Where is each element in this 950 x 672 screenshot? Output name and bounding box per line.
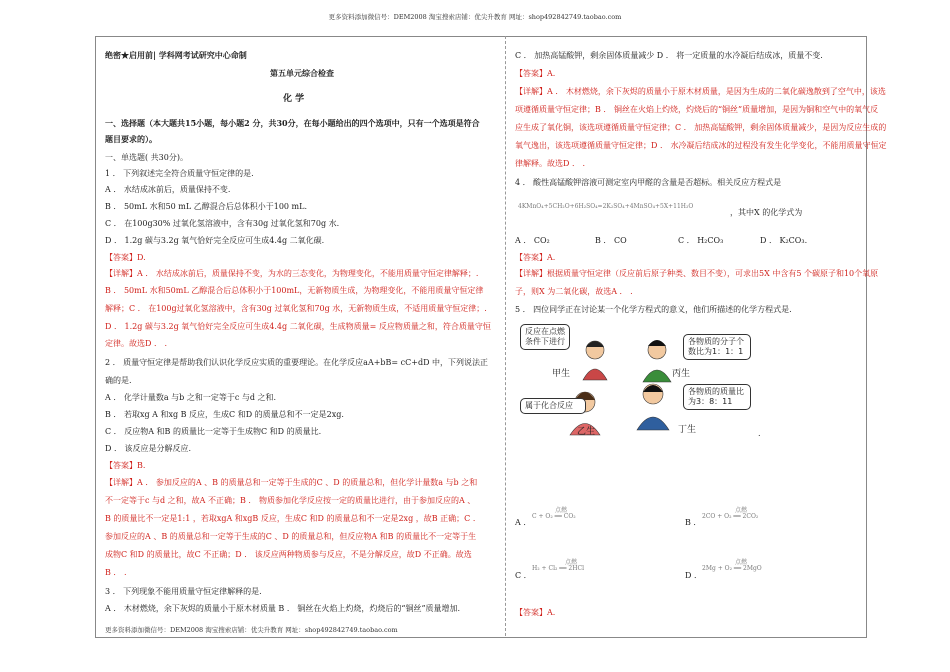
q3-explanation: 律解释。故选D ． . — [515, 159, 586, 168]
q4-explanation: 【详解】根据质量守恒定律（反应前后原子种类、数目不变），可求出5X 中含有5 个碳原子和10个氧原 — [515, 269, 879, 278]
q2-option-a: A ． 化学计量数a 与b 之和一定等于c 与d 之和. — [105, 393, 277, 402]
q5-stem: 5 ． 四位同学正在讨论某一个化学方程式的意义，他们所描述的化学方程式是. — [515, 305, 792, 314]
q2-option-c: C ． 反应物A 和B 的质量比一定等于生成物C 和D 的质量比. — [105, 427, 322, 436]
q2-answer: 【答案】B. — [105, 461, 146, 470]
q2-option-b: B ． 若取xg A 和xg B 反应，生成C 和D 的质量总和不一定是2xg. — [105, 410, 344, 419]
q4-option-c: C ． H₂CO₃ — [678, 236, 724, 245]
student-ding-label: 丁生 — [678, 425, 697, 435]
subject-title: 化 学 — [283, 94, 305, 104]
unit-title: 第五单元综合检查 — [270, 68, 334, 78]
q2-option-d: D ． 该反应是分解反应. — [105, 444, 192, 453]
section-heading: 一、选择题（本大题共15小题，每小题2 分，共30分，在每小题给出的四个选项中，只有一个选项是符合 — [105, 118, 480, 128]
q4-equation-tail: ，其中X 的化学式为 — [730, 208, 803, 217]
q1-explanation: 【详解】A ． 水结成冰前后，质量保持不变，为水的三态变化，为物理变化，不能用质量守恒定律解释；. — [105, 269, 479, 278]
q5-answer: 【答案】A. — [515, 608, 556, 617]
column-divider — [505, 36, 506, 636]
q2-explanation: 参加反应的A 、B 的质量总和一定等于生成的C 、D 的质量总和，但反应物A 和B 的质量比不一定等于生 — [105, 532, 477, 541]
student-jia-label: 甲生 — [552, 369, 571, 379]
header-ad: 更多资料添加微信号：DEM2008 淘宝搜索店铺：优尖升教育 网址：shop492842749.taobao.com — [328, 13, 622, 21]
q5-option-a-equation: C + O₂ ══ CO₂ — [532, 513, 576, 520]
q3-options-ab: A ． 木材燃烧，余下灰烬的质量小于原木材质量 B ． 铜丝在火焰上灼烧，灼烧后的“铜丝”质量增加. — [105, 604, 461, 613]
q1-explanation: 解释；C ． 在100g过氧化氢溶液中，含有30g 过氧化氢和70g 水，无新物质生成，不适用质量守恒定律；. — [105, 304, 487, 313]
q2-stem-cont: 确的是. — [105, 376, 132, 385]
q5-option-c-condition: 点燃 — [565, 559, 578, 566]
speech-bubble-bing: 各物质的分子个数比为1：1：1 — [683, 334, 751, 360]
q5-option-d-condition: 点燃 — [735, 559, 748, 566]
q3-stem: 3 ． 下列现象不能用质量守恒定律解释的是. — [105, 587, 262, 596]
q1-stem: 1 ． 下列叙述完全符合质量守恒定律的是. — [105, 169, 254, 178]
illustration-end-dot: . — [758, 429, 761, 438]
q4-stem: 4 ． 酸性高锰酸钾溶液可测定室内甲醛的含量是否超标。相关反应方程式是 — [515, 178, 782, 187]
q5-option-a-condition: 点燃 — [555, 507, 568, 514]
q4-option-b: B ． CO — [595, 236, 627, 245]
section-heading-cont: 题目要求的）。 — [105, 134, 157, 144]
q1-explanation: 定律。故选D ． . — [105, 339, 168, 348]
q4-option-a: A ． CO₂ — [515, 236, 550, 245]
speech-bubble-ding: 各物质的质量比为3：8：11 — [683, 384, 751, 410]
q1-answer: 【答案】D. — [105, 253, 146, 262]
q5-option-b-letter: B ． — [685, 518, 702, 527]
q2-explanation: B 的质量比不一定是1:1 ，若取xgA 和xgB 反应，生成C 和D 的质量总和不一定是2xg ，故B 正确；C ． — [105, 514, 481, 523]
q3-explanation: 【详解】A ． 木材燃烧，余下灰烬的质量小于原木材质量，是因为生成的二氧化碳逸散到了空气中，该选 — [515, 87, 886, 96]
q1-option-c: C ． 在100g30% 过氧化氢溶液中，含有30g 过氧化氢和70g 水. — [105, 219, 340, 228]
q2-explanation: 不一定等于c 与d 之和，故A 不正确；B ． 物质参加化学反应按一定的质量比进行，由于参加反应的A 、 — [105, 496, 476, 505]
speech-bubble-jia: 反应在点燃条件下进行 — [520, 324, 570, 350]
q2-explanation: B ． . — [105, 568, 127, 577]
q2-explanation: 【详解】A ． 参加反应的A 、B 的质量总和一定等于生成的C 、D 的质量总和，但化学计量数a 与b 之和 — [105, 478, 478, 487]
student-yi-label: 乙生 — [577, 427, 596, 437]
q5-option-a-letter: A ． — [515, 518, 532, 527]
q5-option-b-condition: 点燃 — [735, 507, 748, 514]
q1-option-a: A ． 水结成冰前后，质量保持不变. — [105, 185, 231, 194]
footer-ad: 更多资料添加微信号：DEM2008 淘宝搜索店铺：优尖升教育 网址：shop492842749.taobao.com — [105, 626, 398, 634]
q1-option-b: B ． 50mL 水和50 mL 乙醇混合后总体积小于100 mL. — [105, 202, 308, 211]
q3-explanation: 氧气逸出，该选项遵循质量守恒定律；D ． 水冷凝后结成冰的过程没有发生化学变化，不能用质量守恒定 — [515, 141, 887, 150]
student-bing-label: 丙生 — [672, 369, 691, 379]
q4-equation: 4KMnO₄+5CH₂O+6H₂SO₄=2K₂SO₄+4MnSO₄+5X+11H₂O — [518, 203, 694, 210]
q3-explanation: 项遵循质量守恒定律；B ． 铜丝在火焰上灼烧，灼烧后的“铜丝”质量增加，是因为铜和空气中的氧气反 — [515, 105, 879, 114]
speech-bubble-yi: 属于化合反应 — [520, 398, 586, 414]
q1-option-d: D ． 1.2g 碳与3.2g 氧气恰好完全反应可生成4.4g 二氧化碳. — [105, 236, 325, 245]
q4-explanation: 子，则X 为二氧化碳，故选A ． . — [515, 287, 633, 296]
q3-options-cd: C ． 加热高锰酸钾，剩余固体质量减少 D ． 将一定质量的水冷凝后结成冰，质量不变. — [515, 51, 823, 60]
q5-option-c-letter: C ． — [515, 571, 532, 580]
q3-explanation: 应生成了氧化铜，该选项遵循质量守恒定律；C ． 加热高锰酸钾，剩余固体质量减少，是因为反应生成的 — [515, 123, 887, 132]
q4-option-d: D ． K₂CO₃. — [760, 236, 808, 245]
q5-option-b-equation: 2CO + O₂ ══ 2CO₂ — [702, 513, 759, 520]
q1-explanation: D ． 1.2g 碳与3.2g 氧气恰好完全反应可生成4.4g 二氧化碳，生成物质量= 反应物质量之和，符合质量守恒 — [105, 322, 491, 331]
q5-option-d-letter: D ． — [685, 571, 702, 580]
subsection-title: 一、单选题( 共30分)。 — [105, 153, 188, 162]
q5-option-d-equation: 2Mg + O₂ ══ 2MgO — [702, 565, 762, 572]
q2-stem: 2 ． 质量守恒定律是帮助我们认识化学反应实质的重要理论。在化学反应aA+bB= cC+dD 中，下列说法正 — [105, 358, 489, 367]
q3-answer: 【答案】A. — [515, 69, 556, 78]
q2-explanation: 成物C 和D 的质量比，故C 不正确；D ． 该反应两种物质参与反应，不是分解反应，故D 不正确。故选 — [105, 550, 472, 559]
q1-explanation: B ． 50mL 水和50mL 乙醇混合后总体积小于100mL，无新物质生成，为物理变化，不能用质量守恒定律 — [105, 286, 484, 295]
q5-option-c-equation: H₂ + Cl₂ ══ 2HCl — [532, 565, 584, 572]
secret-label: 绝密★启用前| 学科网考试研究中心命制 — [105, 50, 247, 60]
q4-answer: 【答案】A. — [515, 253, 556, 262]
